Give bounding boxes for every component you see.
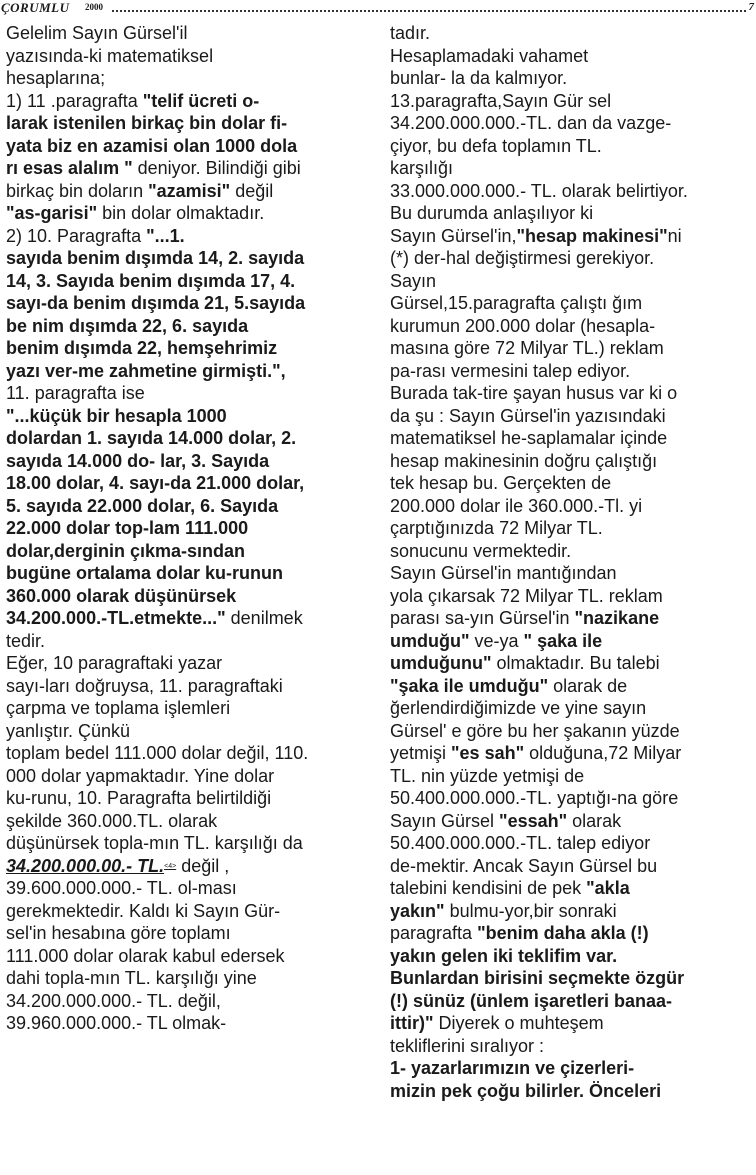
- text-line: [390, 382, 754, 405]
- text-line: [390, 67, 754, 90]
- text-segment: deniyor. Bilindiği gibi: [132, 158, 301, 178]
- text-line: [390, 855, 754, 878]
- text-segment: (*) der-hal değiştirmesi gerekiyor.: [390, 248, 655, 268]
- bold-quote: 22.000 dolar top-lam 111.000: [6, 518, 249, 538]
- text-line: [6, 180, 382, 203]
- text-segment: ni: [667, 225, 682, 246]
- bold-quote: 34.200.000.-TL.etmekte...": [6, 608, 226, 628]
- magazine-title: ÇORUMLU: [1, 0, 70, 15]
- text-segment: tekliflerini sıralıyor :: [390, 1035, 545, 1056]
- text-segment: Burada tak-tire şayan husus var ki o: [390, 383, 678, 403]
- page-number: 7: [748, 1, 754, 13]
- text-line: [390, 180, 754, 203]
- text-segment: 111.000 dolar olarak kabul edersek: [6, 945, 285, 966]
- text-segment: Sayın Gürsel'in,: [390, 225, 517, 246]
- text-segment: Gürsel' e göre bu her şakanın yüzde: [390, 720, 680, 741]
- text-segment: değil ,: [176, 855, 230, 876]
- text-line: [6, 877, 382, 900]
- text-segment: Sayın: [390, 270, 437, 291]
- text-line: [390, 472, 754, 495]
- text-segment: tadır.: [390, 23, 431, 43]
- bold-quote: "...küçük bir hesapla 1000: [6, 405, 227, 426]
- text-line: [390, 990, 754, 1013]
- bold-quote: 14, 3. Sayıda benim dışımda 17, 4.: [6, 270, 296, 291]
- text-line: [390, 922, 754, 945]
- text-line: [390, 697, 754, 720]
- bold-quote: "telif ücreti o-: [142, 90, 260, 111]
- bold-quote: "akla: [586, 878, 630, 898]
- text-segment: sayı-ları doğruysa, 11. paragraftaki: [6, 675, 283, 696]
- text-segment: denilmek: [225, 608, 303, 628]
- text-line: [6, 495, 382, 518]
- text-segment: dahi topla-mın TL. karşılığı yine: [6, 968, 257, 988]
- text-segment: olduğuna,72 Milyar: [524, 743, 682, 763]
- text-line: [6, 787, 382, 810]
- bold-quote: " şaka ile: [523, 630, 603, 651]
- bold-quote: "as-garisi": [6, 203, 98, 223]
- bold-quote: umduğunu": [390, 653, 492, 673]
- text-line: [390, 967, 754, 990]
- text-line: [6, 517, 382, 540]
- text-line: [390, 720, 754, 743]
- header-dotted-rule: [112, 10, 746, 12]
- text-line: [390, 360, 754, 383]
- text-line: [6, 742, 382, 765]
- text-line: [6, 135, 382, 158]
- text-segment: Sayın Gürsel'in mantığından: [390, 563, 617, 583]
- emphasized-figure: 34.200.000.00.- TL.: [6, 855, 165, 876]
- text-segment: 33.000.000.000.- TL. olarak belirtiyor.: [390, 180, 688, 201]
- bold-quote: larak istenilen birkaç bin dolar fi-: [6, 113, 288, 133]
- text-segment: yola çıkarsak 72 Milyar TL. reklam: [390, 585, 663, 606]
- text-line: [390, 765, 754, 788]
- bold-quote: "hesap makinesi": [516, 225, 668, 246]
- left-column: [6, 22, 382, 1035]
- bold-quote: 1- yazarlarımızın ve çizerleri-: [390, 1058, 635, 1078]
- reference-mark: <4>: [164, 862, 177, 870]
- text-line: [390, 135, 754, 158]
- text-line: [6, 270, 382, 293]
- text-segment: 34.200.000.000.-TL. dan da vazge-: [390, 113, 672, 133]
- text-line: [390, 247, 754, 270]
- text-segment: hesap makinesinin doğru çalıştığı: [390, 450, 658, 471]
- text-line: [390, 517, 754, 540]
- text-segment: düşünürsek topla-mın TL. karşılığı da: [6, 833, 303, 853]
- text-line: [6, 1012, 382, 1035]
- bold-quote: sayı-da benim dışımda 21, 5.sayıda: [6, 293, 306, 313]
- text-line: [6, 292, 382, 315]
- text-line: [6, 472, 382, 495]
- text-segment: çarptığınızda 72 Milyar TL.: [390, 518, 603, 538]
- text-segment: bin dolar olmaktadır.: [97, 203, 265, 223]
- text-line: [6, 90, 382, 113]
- bold-quote: 5. sayıda 22.000 dolar, 6. Sayıda: [6, 495, 279, 516]
- text-segment: olarak de: [548, 675, 628, 696]
- text-segment: yetmişi: [390, 743, 452, 763]
- text-segment: ku-runu, 10. Paragrafta belirtildiği: [6, 788, 272, 808]
- text-line: [6, 720, 382, 743]
- bold-quote: umduğu": [390, 630, 470, 651]
- text-segment: yanlıştır. Çünkü: [6, 720, 131, 741]
- text-segment: 34.200.000.000.- TL. değil,: [6, 990, 221, 1011]
- right-column: [390, 22, 754, 1102]
- bold-quote: mizin pek çoğu bilirler. Önceleri: [390, 1080, 662, 1101]
- text-line: [390, 1012, 754, 1035]
- text-line: [390, 315, 754, 338]
- page-header: [0, 0, 756, 18]
- text-segment: matematiksel he-saplamalar içinde: [390, 428, 668, 448]
- bold-quote: dolardan 1. sayıda 14.000 dolar, 2.: [6, 428, 297, 448]
- bold-quote: sayıda benim dışımda 14, 2. sayıda: [6, 248, 305, 268]
- bold-quote: benim dışımda 22, hemşehrimiz: [6, 338, 278, 358]
- bold-quote: 18.00 dolar, 4. sayı-da 21.000 dolar,: [6, 473, 305, 493]
- text-segment: pa-rası vermesini talep ediyor.: [390, 360, 631, 381]
- bold-quote: yakın gelen iki teklifim var.: [390, 945, 618, 966]
- text-line: [390, 405, 754, 428]
- text-line: [6, 562, 382, 585]
- text-line: [6, 922, 382, 945]
- text-line: [6, 45, 382, 68]
- text-line: [390, 157, 754, 180]
- text-line: [390, 337, 754, 360]
- text-line: [6, 382, 382, 405]
- text-segment: de-mektir. Ancak Sayın Gürsel bu: [390, 855, 658, 876]
- text-line: [390, 607, 754, 630]
- text-segment: olarak: [567, 810, 622, 831]
- text-segment: Diyerek o muhteşem: [433, 1013, 604, 1033]
- text-segment: Gelelim Sayın Gürsel'il: [6, 23, 188, 43]
- text-segment: olmaktadır. Bu talebi: [491, 653, 660, 673]
- text-segment: birkaç bin doların: [6, 180, 149, 201]
- text-segment: 2) 10. Paragrafta: [6, 225, 147, 246]
- text-line: [390, 427, 754, 450]
- text-line: [6, 337, 382, 360]
- bold-quote: "şaka ile umduğu": [390, 675, 549, 696]
- text-segment: paragrafta: [390, 923, 478, 943]
- text-line: [6, 900, 382, 923]
- text-segment: Hesaplamadaki vahamet: [390, 45, 589, 66]
- text-line: [390, 562, 754, 585]
- text-line: [6, 990, 382, 1013]
- text-segment: 50.400.000.000.-TL. yaptığı-na göre: [390, 788, 679, 808]
- text-line: [390, 787, 754, 810]
- text-line: [390, 270, 754, 293]
- text-segment: ğerlendirdiğimizde ve yine sayın: [390, 698, 647, 718]
- text-line: [390, 112, 754, 135]
- text-line: [390, 292, 754, 315]
- text-line: [390, 900, 754, 923]
- text-segment: gerekmektedir. Kaldı ki Sayın Gür-: [6, 900, 281, 921]
- bold-quote: yakın": [390, 900, 445, 921]
- text-line: [6, 450, 382, 473]
- text-segment: bunlar- la da kalmıyor.: [390, 68, 568, 88]
- text-segment: hesaplarına;: [6, 68, 106, 88]
- text-segment: tedir.: [6, 630, 46, 651]
- text-segment: Gürsel,15.paragrafta çalıştı ğım: [390, 293, 643, 313]
- text-segment: Sayın Gürsel: [390, 810, 500, 831]
- text-line: [390, 945, 754, 968]
- text-segment: 39.960.000.000.- TL olmak-: [6, 1013, 227, 1033]
- text-line: [6, 967, 382, 990]
- text-line: [390, 652, 754, 675]
- text-line: [6, 247, 382, 270]
- text-segment: 39.600.000.000.- TL. ol-ması: [6, 878, 237, 898]
- bold-quote: 360.000 olarak düşünürsek: [6, 585, 237, 606]
- text-segment: masına göre 72 Milyar TL.) reklam: [390, 338, 664, 358]
- text-segment: toplam bedel 111.000 dolar değil, 110.: [6, 743, 309, 763]
- bold-quote: "nazikane: [574, 608, 660, 628]
- bold-quote: Bunlardan birisini seçmekte özgür: [390, 968, 685, 988]
- text-segment: TL. nin yüzde yetmişi de: [390, 765, 585, 786]
- text-line: [6, 67, 382, 90]
- magazine-year: 2000: [85, 2, 103, 12]
- bold-quote: "essah": [499, 810, 568, 831]
- text-segment: değil: [230, 180, 274, 201]
- bold-quote: ittir)": [390, 1013, 434, 1033]
- text-line: [390, 225, 754, 248]
- text-segment: talebini kendisini de pek: [390, 878, 587, 898]
- text-line: [390, 540, 754, 563]
- bold-quote: rı esas alalım ": [6, 158, 133, 178]
- bold-quote: "azamisi": [148, 180, 231, 201]
- text-line: [6, 22, 382, 45]
- text-line: [6, 585, 382, 608]
- text-segment: ve-ya: [469, 630, 524, 651]
- text-line: [6, 360, 382, 383]
- text-line: [6, 810, 382, 833]
- bold-quote: yazı ver-me zahmetine girmişti.",: [6, 360, 286, 381]
- text-line: [390, 45, 754, 68]
- text-segment: Bu durumda anlaşılıyor ki: [390, 203, 594, 223]
- text-line: [390, 630, 754, 653]
- text-line: [390, 810, 754, 833]
- text-segment: kurumun 200.000 dolar (hesapla-: [390, 315, 656, 336]
- text-line: [390, 675, 754, 698]
- text-line: [6, 405, 382, 428]
- bold-quote: (!) sünüz (ünlem işaretleri banaa-: [390, 990, 673, 1011]
- text-segment: yazısında-ki matematiksel: [6, 45, 214, 66]
- text-line: [390, 1080, 754, 1103]
- text-line: [390, 495, 754, 518]
- text-line: [390, 1057, 754, 1080]
- text-segment: karşılığı: [390, 158, 454, 178]
- text-line: [6, 225, 382, 248]
- text-line: [6, 202, 382, 225]
- text-segment: 11. paragrafta ise: [6, 383, 145, 403]
- text-segment: Eğer, 10 paragraftaki yazar: [6, 653, 223, 673]
- bold-quote: "...1.: [146, 225, 185, 246]
- text-line: [390, 585, 754, 608]
- text-segment: bulmu-yor,bir sonraki: [444, 900, 617, 921]
- text-line: [6, 607, 382, 630]
- text-line: [6, 315, 382, 338]
- text-segment: sonucunu vermektedir.: [390, 540, 572, 561]
- text-segment: parası sa-yın Gürsel'in: [390, 608, 575, 628]
- text-line: [6, 832, 382, 855]
- text-line: [390, 742, 754, 765]
- text-line: [6, 765, 382, 788]
- text-segment: çarpma ve toplama işlemleri: [6, 698, 231, 718]
- text-line: [390, 877, 754, 900]
- text-line: [6, 855, 382, 878]
- bold-quote: be nim dışımda 22, 6. sayıda: [6, 315, 249, 336]
- text-line: [6, 945, 382, 968]
- text-segment: 13.paragrafta,Sayın Gür sel: [390, 90, 612, 111]
- text-line: [6, 112, 382, 135]
- text-line: [6, 630, 382, 653]
- text-segment: şekilde 360.000.TL. olarak: [6, 810, 218, 831]
- bold-quote: yata biz en azamisi olan 1000 dola: [6, 135, 298, 156]
- text-line: [6, 675, 382, 698]
- text-line: [390, 1035, 754, 1058]
- text-segment: 50.400.000.000.-TL. talep ediyor: [390, 833, 651, 853]
- text-line: [6, 697, 382, 720]
- text-line: [390, 202, 754, 225]
- bold-quote: "es sah": [451, 743, 525, 763]
- text-segment: da şu : Sayın Gürsel'in yazısındaki: [390, 405, 666, 426]
- text-line: [6, 652, 382, 675]
- text-segment: 000 dolar yapmaktadır. Yine dolar: [6, 765, 275, 786]
- bold-quote: dolar,derginin çıkma-sından: [6, 540, 246, 561]
- text-segment: sel'in hesabına göre toplamı: [6, 923, 231, 943]
- text-line: [390, 22, 754, 45]
- text-segment: 1) 11 .paragrafta: [6, 90, 143, 111]
- bold-quote: bugüne ortalama dolar ku-runun: [6, 563, 284, 583]
- text-segment: tek hesap bu. Gerçekten de: [390, 473, 612, 493]
- text-line: [390, 832, 754, 855]
- bold-quote: sayıda 14.000 do- lar, 3. Sayıda: [6, 450, 270, 471]
- text-line: [6, 540, 382, 563]
- text-segment: çiyor, bu defa toplamın TL.: [390, 135, 602, 156]
- text-line: [390, 90, 754, 113]
- text-line: [6, 157, 382, 180]
- text-line: [390, 450, 754, 473]
- bold-quote: "benim daha akla (!): [477, 923, 649, 943]
- text-line: [6, 427, 382, 450]
- text-segment: 200.000 dolar ile 360.000.-Tl. yi: [390, 495, 643, 516]
